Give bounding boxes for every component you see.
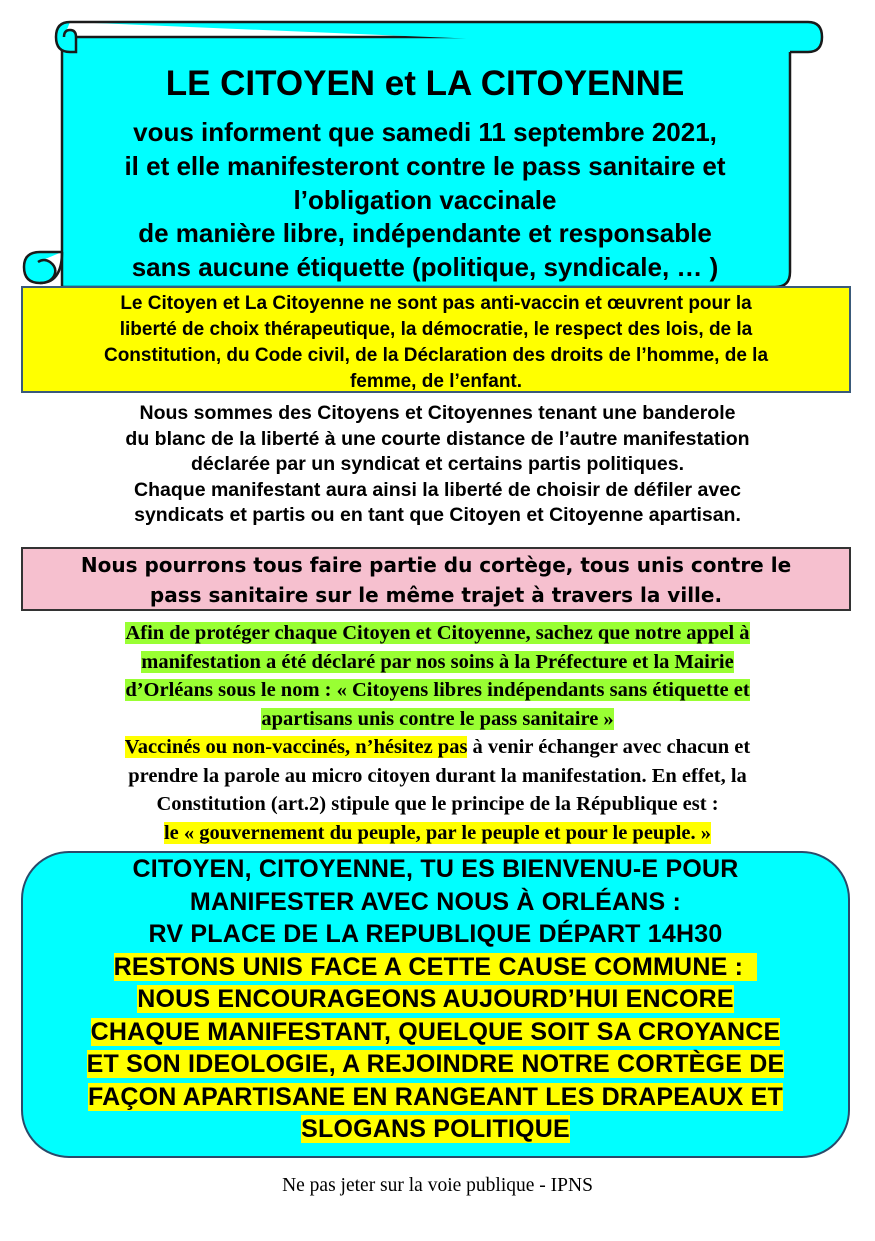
cortege-line: Nous pourrons tous faire partie du cortège, tous unis contre le — [80, 553, 792, 577]
declaration-line: Constitution (art.2) stipule que le principe de la République est : — [156, 793, 719, 815]
declaration-line: prendre la parole au micro citoyen durant la manifestation. En effet, la — [128, 764, 747, 787]
vaccine-rest: à venir échanger avec chacun et — [467, 736, 751, 758]
statement-line: Nous sommes des Citoyens et Citoyennes tenant une banderole — [139, 402, 736, 424]
principles-line: femme, de l’enfant. — [349, 371, 523, 392]
constitution-quote: le « gouvernement du peuple, par le peuple et pour le peuple. » — [163, 821, 712, 844]
call-highlight-line: CHAQUE MANIFESTANT, QUELQUE SOIT SA CROYANCE — [90, 1017, 781, 1046]
statement-line: du blanc de la liberté à une courte distance de l’autre manifestation — [125, 427, 750, 450]
declaration-line: manifestation a été déclaré par nos soins à la Préfecture et la Mairie — [141, 650, 734, 673]
call-highlight-line: RESTONS UNIS FACE A CETTE CAUSE COMMUNE : — [113, 952, 758, 981]
cortege-line: pass sanitaire sur le même trajet à travers la ville. — [149, 583, 723, 607]
statement-paragraph — [30, 401, 845, 529]
declaration-line: Afin de protéger chaque Citoyen et Citoyenne, sachez que notre appel à — [125, 622, 750, 644]
declaration-line: apartisans unis contre le pass sanitaire » — [261, 707, 614, 730]
banner-line: il et elle manifesteront contre le pass sanitaire et — [124, 151, 726, 181]
declaration-line: d’Orléans sous le nom : « Citoyens libres indépendants sans étiquette et — [125, 679, 750, 701]
principles-box — [21, 286, 851, 393]
banner-line: de manière libre, indépendante et responsable — [138, 218, 712, 248]
principles-line: Le Citoyen et La Citoyenne ne sont pas anti-vaccin et œuvrent pour la — [120, 293, 752, 314]
call-highlight-line: NOUS ENCOURAGEONS AUJOURD’HUI ENCORE — [137, 985, 734, 1013]
statement-line: déclarée par un syndicat et certains partis politiques. — [190, 453, 685, 475]
cortege-box — [21, 547, 851, 611]
principles-line: Constitution, du Code civil, de la Déclaration des droits de l’homme, de la — [103, 345, 769, 366]
call-line: MANIFESTER AVEC NOUS À ORLÉANS : — [189, 887, 682, 916]
principles-line: liberté de choix thérapeutique, la démocratie, le respect des lois, de la — [119, 319, 753, 340]
footer-notice: Ne pas jeter sur la voie publique - IPNS — [282, 1175, 593, 1196]
call-highlight-line: ET SON IDEOLOGIE, A REJOINDRE NOTRE CORTÈGE DE — [86, 1050, 785, 1078]
call-line: CITOYEN, CITOYENNE, TU ES BIENVENU-E POUR — [132, 855, 739, 883]
banner-line: l’obligation vaccinale — [293, 185, 557, 215]
call-highlight-line: SLOGANS POLITIQUE — [301, 1115, 570, 1143]
banner-line: vous informent que samedi 11 septembre 2021, — [133, 117, 717, 147]
banner-title: LE CITOYEN et LA CITOYENNE — [165, 64, 685, 103]
statement-line: Chaque manifestant aura ainsi la liberté de choisir de défiler avec — [134, 478, 741, 501]
banner-line: sans aucune étiquette (politique, syndicale, … ) — [131, 252, 719, 282]
call-highlight-line: FAÇON APARTISANE EN RANGEANT LES DRAPEAUX ET — [88, 1082, 783, 1111]
call-line: RV PLACE DE LA REPUBLIQUE DÉPART 14H30 — [148, 920, 723, 948]
statement-line: syndicats et partis ou en tant que Citoyen et Citoyenne apartisan. — [134, 504, 741, 526]
vaccine-highlight: Vaccinés ou non-vaccinés, n’hésitez pas — [124, 736, 468, 758]
declaration-section — [20, 619, 855, 847]
call-to-action-text — [21, 853, 850, 1146]
